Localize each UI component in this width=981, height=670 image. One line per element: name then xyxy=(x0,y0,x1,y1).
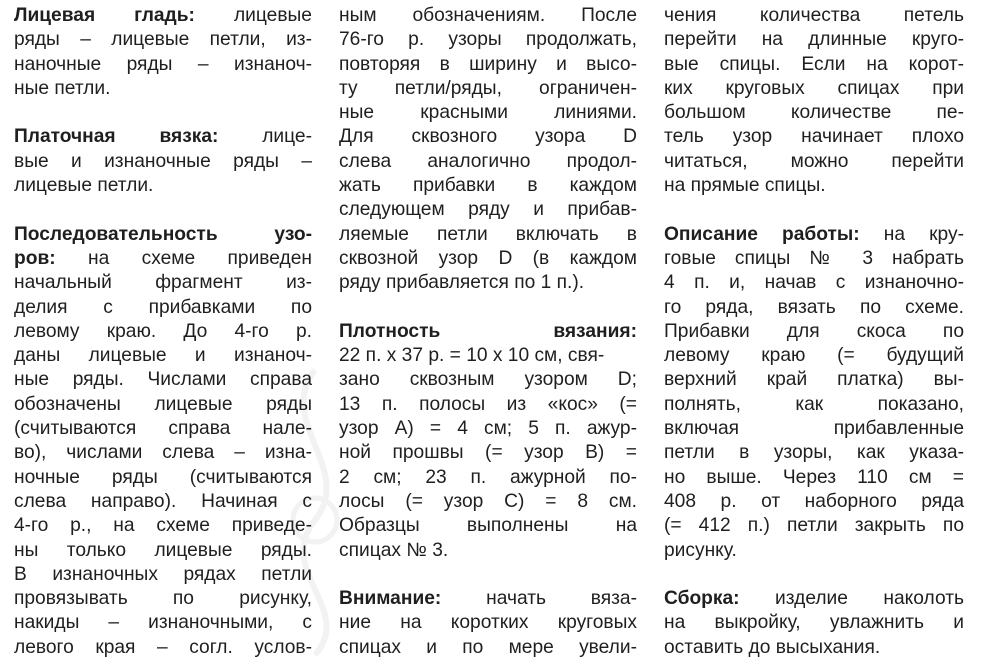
text-line: лосы (= узор C) = 8 см. xyxy=(339,490,637,512)
text-line: Лицевая гладь: лицевые xyxy=(14,5,312,26)
text-line: ту петли/ряды, ограничен- xyxy=(339,77,637,99)
text-line: Описание работы: на кру- xyxy=(664,223,964,245)
text-line: тель узор начинает плохо xyxy=(664,126,964,148)
text-line xyxy=(14,223,312,247)
text-line: В изнаночных рядах петли xyxy=(14,563,312,585)
text-line: во), числами слева – изна- xyxy=(14,442,312,464)
text-line: накиды – изнаночными, с xyxy=(14,612,312,634)
section-heading: ров: xyxy=(14,247,56,269)
text-line: на выкройку, увлажнить и xyxy=(664,612,964,634)
text-line: 2 см; 23 п. ажурной по- xyxy=(339,466,637,488)
text-line: ких круговых спицах при xyxy=(664,77,964,99)
text-line: ряду прибавляется по 1 п.). xyxy=(339,272,585,294)
section-heading: Платочная вязка: xyxy=(14,126,219,148)
text-line: вые и изнаночные ряды – xyxy=(14,150,312,172)
text-line: 4-го р., на схеме приведе- xyxy=(14,515,312,537)
text-line: ние на коротких круговых xyxy=(339,612,637,634)
text-line: чения количества петель xyxy=(664,5,964,26)
text-line: рисунку. xyxy=(664,539,737,561)
section-heading: Внимание: xyxy=(339,588,442,610)
text-line xyxy=(339,320,637,344)
text-line: включая прибавленные xyxy=(664,418,964,440)
text-line: Внимание: начать вяза- xyxy=(339,588,637,610)
text-line: ляемые петли включать в xyxy=(339,223,637,245)
text-line: Прибавки для скоса по xyxy=(664,320,964,342)
text-line: (считываются справа нале- xyxy=(14,418,312,440)
text-line: перейти на длинные круго- xyxy=(664,29,964,51)
section-heading: Плотность вязания: xyxy=(339,320,637,342)
text-line: 408 р. от наборного ряда xyxy=(664,490,964,512)
text-line: жать прибавки в каждом xyxy=(339,175,637,197)
text-line: левому краю (= будущий xyxy=(664,345,964,367)
text-line: вые спицы. Если на корот- xyxy=(664,53,964,75)
text-line: 4 п. и, начав с изнаночно- xyxy=(664,272,964,294)
text-line: наночные ряды – изнаноч- xyxy=(14,53,312,75)
text-line: говые спицы № 3 набрать xyxy=(664,247,964,269)
text-line: спицах и по мере увели- xyxy=(339,636,637,658)
text-line: ные ряды. Числами справа xyxy=(14,369,312,391)
section-heading: Последовательность узо- xyxy=(14,223,312,245)
text-line: повторяя в ширину и высо- xyxy=(339,53,637,75)
column-1 xyxy=(14,4,312,660)
text-line: зано сквозным узором D; xyxy=(339,369,637,391)
text-line: большом количестве пе- xyxy=(664,102,964,124)
text-line: сквозной узор D (в каждом xyxy=(339,247,637,269)
text-line: но выше. Через 110 см = xyxy=(664,466,964,488)
text-line: ночные ряды (считываются xyxy=(14,466,312,488)
text-line: 22 п. х 37 р. = 10 х 10 см, свя- xyxy=(339,345,605,367)
text-line: 13 п. полосы из «кос» (= xyxy=(339,393,637,415)
text-line: левого края – согл. услов- xyxy=(14,636,312,658)
section-heading: Лицевая гладь: xyxy=(14,5,195,26)
text-line: Для сквозного узора D xyxy=(339,126,637,148)
text-line: Образцы выполнены на xyxy=(339,515,637,537)
text-line: ным обозначениям. После xyxy=(339,5,637,26)
text-line: спицах № 3. xyxy=(339,539,449,561)
section-heading: Сборка: xyxy=(664,588,740,610)
text-line: слева аналогично продол- xyxy=(339,150,637,172)
text-line: слева направо). Начиная с xyxy=(14,490,312,512)
text-line: ной прошвы (= узор B) = xyxy=(339,442,637,464)
text-line: го ряда, вязать по схеме. xyxy=(664,296,964,318)
text-line: 76-го р. узоры продолжать, xyxy=(339,29,637,51)
text-line: левому краю. До 4-го р. xyxy=(14,320,312,342)
text-line: даны лицевые и изнаноч- xyxy=(14,345,312,367)
text-line: делия с прибавками по xyxy=(14,296,312,318)
text-line: на прямые спицы. xyxy=(664,175,826,197)
text-line: Платочная вязка: лице- xyxy=(14,126,312,148)
text-line: ряды – лицевые петли, из- xyxy=(14,29,312,51)
text-line: полнять, как показано, xyxy=(664,393,964,415)
text-line: провязывать по рисунку, xyxy=(14,588,312,610)
section-heading: Описание работы: xyxy=(664,223,860,245)
text-line: лицевые петли. xyxy=(14,175,154,197)
text-line: следующем ряду и прибав- xyxy=(339,199,637,221)
text-line: петли в узоры, как указа- xyxy=(664,442,964,464)
text-line: (= 412 п.) петли закрыть по xyxy=(664,515,964,537)
text-line: обозначены лицевые ряды xyxy=(14,393,312,415)
text-line: ров: на схеме приведен xyxy=(14,247,312,269)
column-3 xyxy=(664,4,964,660)
column-2 xyxy=(339,4,637,660)
text-line: Сборка: изделие наколоть xyxy=(664,588,964,610)
text-line: оставить до высыхания. xyxy=(664,636,881,658)
text-line: верхний край платка) вы- xyxy=(664,369,964,391)
text-line: ные петли. xyxy=(14,77,111,99)
text-line: узор A) = 4 см; 5 п. ажур- xyxy=(339,418,637,440)
text-line: ные красными линиями. xyxy=(339,102,637,124)
text-line: ны только лицевые ряды. xyxy=(14,539,312,561)
text-line: начальный фрагмент из- xyxy=(14,272,312,294)
text-line: читаться, можно перейти xyxy=(664,150,964,172)
